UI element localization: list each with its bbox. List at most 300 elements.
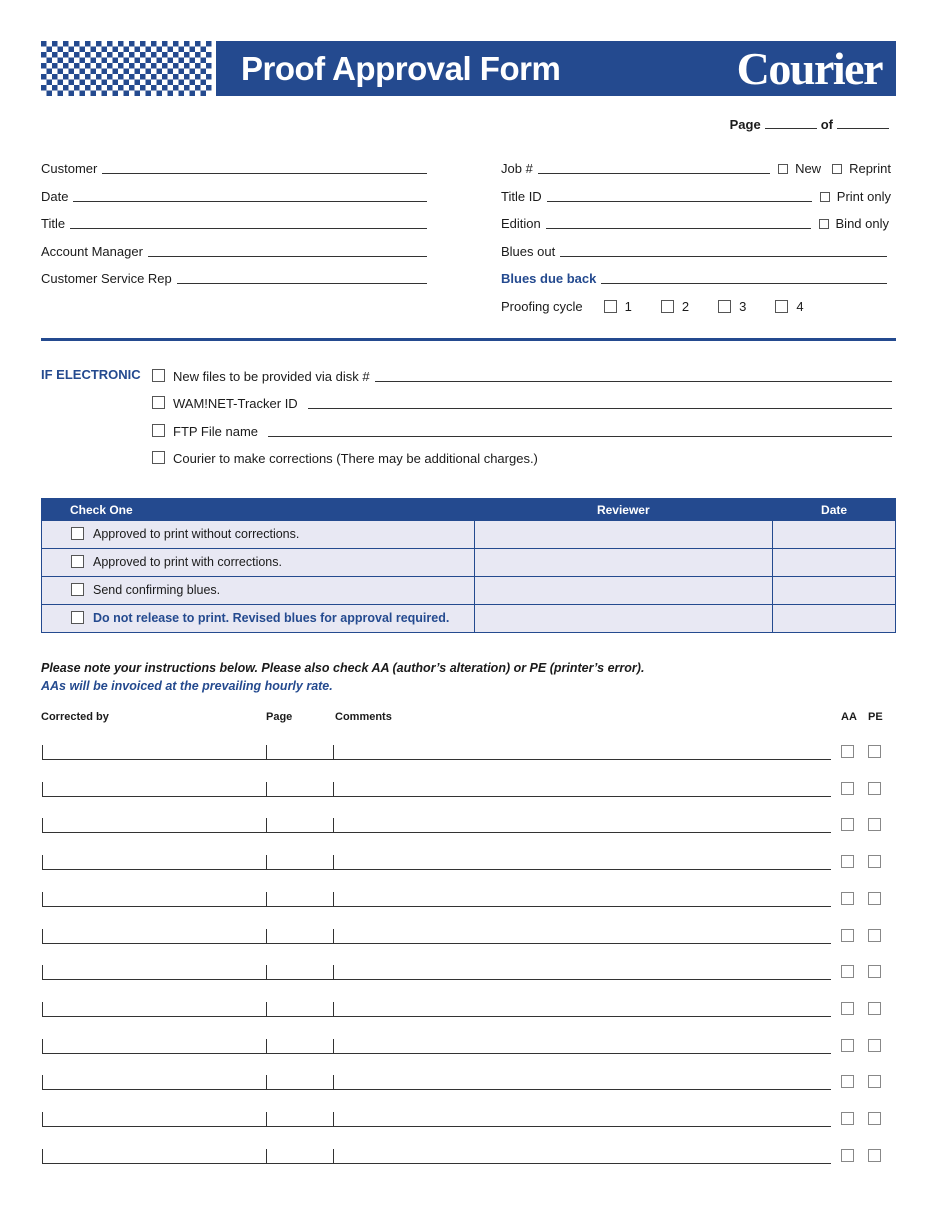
correction-row (41, 999, 891, 1017)
send-blues-checkbox[interactable] (71, 583, 84, 596)
pattern-cell (157, 47, 163, 53)
pattern-cell (140, 91, 146, 97)
cycle-1-checkbox[interactable] (604, 300, 617, 313)
pattern-cell (146, 69, 152, 75)
print-only-label: Print only (836, 189, 891, 204)
pattern-cell (47, 69, 53, 75)
cycle-4-checkbox[interactable] (775, 300, 788, 313)
pattern-cell (91, 52, 97, 58)
pattern-cell (47, 85, 53, 91)
pe-checkbox[interactable] (868, 745, 881, 758)
pe-checkbox[interactable] (868, 855, 881, 868)
pattern-cell (85, 80, 91, 86)
customer-service-rep-label: Customer Service Rep (41, 271, 172, 286)
aa-checkbox[interactable] (841, 818, 854, 831)
bind-only-checkbox[interactable] (819, 219, 829, 229)
pattern-cell (41, 52, 47, 58)
account-manager-label: Account Manager (41, 244, 143, 259)
page-line[interactable] (266, 929, 333, 944)
ftp-field[interactable] (152, 421, 892, 439)
print-only-option[interactable] (820, 189, 891, 204)
pe-checkbox[interactable] (868, 892, 881, 905)
aa-checkbox[interactable] (841, 892, 854, 905)
pattern-cell (162, 52, 168, 58)
comments-line[interactable] (333, 965, 831, 980)
pattern-cell (80, 69, 86, 75)
pattern-cell (102, 69, 108, 75)
pattern-cell (201, 85, 207, 91)
pattern-cell (85, 85, 91, 91)
wamnet-label: WAM!NET-Tracker ID (173, 396, 298, 411)
approval-option[interactable] (42, 521, 475, 549)
reprint-checkbox[interactable] (832, 164, 842, 174)
approval-table (41, 498, 896, 633)
approval-option[interactable] (42, 549, 475, 577)
pattern-cell (107, 63, 113, 69)
pattern-cell (140, 63, 146, 69)
correction-row (41, 815, 891, 833)
customer-service-rep-field[interactable] (41, 268, 427, 286)
wamnet-field[interactable] (152, 393, 892, 411)
pattern-cell (157, 41, 163, 47)
wamnet-checkbox[interactable] (152, 396, 165, 409)
pattern-cell (190, 52, 196, 58)
ftp-checkbox[interactable] (152, 424, 165, 437)
pattern-cell (52, 85, 58, 91)
pattern-cell (74, 63, 80, 69)
pattern-cell (69, 58, 75, 64)
blues-due-back-line[interactable] (601, 282, 887, 284)
pattern-cell (63, 41, 69, 47)
pattern-cell (179, 69, 185, 75)
disk-checkbox[interactable] (152, 369, 165, 382)
comments-line[interactable] (333, 1112, 831, 1127)
if-electronic-heading: IF ELECTRONIC (41, 367, 141, 382)
page-number-field[interactable] (765, 117, 817, 129)
customer-line[interactable] (102, 172, 427, 174)
pattern-cell (113, 63, 119, 69)
pattern-cell (179, 74, 185, 80)
reviewer-cell[interactable] (474, 549, 773, 577)
pattern-cell (146, 63, 152, 69)
page-line[interactable] (266, 782, 333, 797)
pattern-cell (168, 91, 174, 97)
pattern-cell (74, 74, 80, 80)
pattern-cell (85, 52, 91, 58)
pattern-cell (102, 47, 108, 53)
pattern-cell (129, 63, 135, 69)
pattern-cell (184, 69, 190, 75)
pattern-cell (47, 80, 53, 86)
pe-checkbox[interactable] (868, 1149, 881, 1162)
disk-line[interactable] (375, 380, 892, 382)
pattern-cell (190, 47, 196, 53)
pattern-cell (69, 85, 75, 91)
do-not-release-checkbox[interactable] (71, 611, 84, 624)
pe-checkbox[interactable] (868, 1112, 881, 1125)
cycle-option-2[interactable] (661, 299, 689, 314)
pattern-cell (157, 63, 163, 69)
page-line[interactable] (266, 1039, 333, 1054)
title-label: Title (41, 216, 66, 231)
pattern-cell (96, 47, 102, 53)
pattern-cell (179, 91, 185, 97)
pattern-cell (162, 74, 168, 80)
edition-field[interactable] (501, 213, 891, 231)
pattern-cell (140, 85, 146, 91)
pattern-cell (179, 80, 185, 86)
cycle-option-1[interactable] (604, 299, 632, 314)
pattern-cell (140, 74, 146, 80)
pattern-cell (129, 74, 135, 80)
proofing-cycle-label: Proofing cycle (501, 299, 583, 314)
pattern-cell (190, 41, 196, 47)
form-header (41, 41, 896, 96)
pattern-cell (190, 91, 196, 97)
pattern-cell (96, 80, 102, 86)
courier-corrections-checkbox[interactable] (152, 451, 165, 464)
reviewer-cell[interactable] (474, 521, 773, 549)
page-line[interactable] (266, 965, 333, 980)
pattern-cell (96, 41, 102, 47)
corrected-by-line[interactable] (42, 1039, 266, 1054)
correction-row (41, 1036, 891, 1054)
account-manager-line[interactable] (148, 255, 427, 257)
correction-row (41, 962, 891, 980)
pattern-cell (63, 52, 69, 58)
pattern-cell (162, 91, 168, 97)
disk-label: New files to be provided via disk # (173, 369, 370, 384)
aa-checkbox[interactable] (841, 1112, 854, 1125)
pe-checkbox[interactable] (868, 965, 881, 978)
page-line[interactable] (266, 818, 333, 833)
pe-checkbox[interactable] (868, 1075, 881, 1088)
pattern-cell (146, 80, 152, 86)
comments-line[interactable] (333, 818, 831, 833)
date-cell[interactable] (773, 521, 896, 549)
pattern-cell (85, 74, 91, 80)
aa-checkbox[interactable] (841, 929, 854, 942)
comments-line[interactable] (333, 892, 831, 907)
reprint-label: Reprint (849, 161, 891, 176)
comments-line[interactable] (333, 1002, 831, 1017)
new-option[interactable] (778, 161, 821, 176)
approve-with-corrections-checkbox[interactable] (71, 555, 84, 568)
aa-checkbox[interactable] (841, 1149, 854, 1162)
pattern-cell (151, 74, 157, 80)
pattern-cell (91, 58, 97, 64)
invoice-note: AAs will be invoiced at the prevailing hourly rate. (41, 679, 333, 693)
pattern-cell (157, 58, 163, 64)
pattern-cell (69, 47, 75, 53)
pattern-cell (52, 74, 58, 80)
pattern-cell (135, 91, 141, 97)
corrected-by-header: Corrected by (41, 711, 109, 723)
page-line[interactable] (266, 855, 333, 870)
page-line[interactable] (266, 892, 333, 907)
pattern-cell (146, 58, 152, 64)
approval-option-label: Approved to print without corrections. (93, 527, 300, 542)
pattern-cell (173, 63, 179, 69)
pattern-cell (47, 91, 53, 97)
pattern-cell (151, 85, 157, 91)
comments-header: Comments (335, 711, 392, 723)
aa-checkbox[interactable] (841, 1039, 854, 1052)
customer-service-rep-line[interactable] (177, 282, 427, 284)
correction-row (41, 852, 891, 870)
aa-checkbox[interactable] (841, 745, 854, 758)
title-line[interactable] (70, 227, 427, 229)
pattern-cell (168, 69, 174, 75)
edition-line[interactable] (546, 227, 811, 229)
pattern-cell (91, 69, 97, 75)
corrected-by-line[interactable] (42, 818, 266, 833)
pattern-cell (184, 80, 190, 86)
pattern-cell (91, 91, 97, 97)
brand-logo: Courier (736, 43, 882, 94)
pattern-cell (47, 47, 53, 53)
approval-option-label: Approved to print with corrections. (93, 555, 282, 570)
pe-checkbox[interactable] (868, 1002, 881, 1015)
corrected-by-line[interactable] (42, 745, 266, 760)
date-header: Date (773, 499, 896, 521)
pattern-cell (190, 58, 196, 64)
aa-checkbox[interactable] (841, 1002, 854, 1015)
approve-no-corrections-checkbox[interactable] (71, 527, 84, 540)
pattern-cell (58, 91, 64, 97)
print-only-checkbox[interactable] (820, 192, 830, 202)
proofing-cycle-field (501, 296, 821, 314)
aa-checkbox[interactable] (841, 965, 854, 978)
pattern-cell (69, 80, 75, 86)
customer-label: Customer (41, 161, 98, 176)
pattern-cell (118, 69, 124, 75)
page-header: Page (266, 711, 293, 723)
pattern-cell (140, 47, 146, 53)
reprint-option[interactable] (832, 161, 891, 176)
pattern-cell (52, 52, 58, 58)
comments-line[interactable] (333, 782, 831, 797)
page-label: Page (729, 117, 761, 132)
corrected-by-line[interactable] (42, 1075, 266, 1090)
pattern-cell (41, 41, 47, 47)
pe-checkbox[interactable] (868, 782, 881, 795)
wamnet-line[interactable] (308, 407, 892, 409)
pattern-cell (151, 52, 157, 58)
pattern-cell (151, 41, 157, 47)
pattern-cell (129, 52, 135, 58)
pattern-cell (146, 85, 152, 91)
pattern-cell (173, 74, 179, 80)
aa-checkbox[interactable] (841, 855, 854, 868)
pattern-cell (74, 85, 80, 91)
pe-header: PE (868, 711, 883, 723)
page-line[interactable] (266, 1149, 333, 1164)
pattern-cell (184, 91, 190, 97)
ftp-line[interactable] (268, 435, 892, 437)
comments-line[interactable] (333, 1075, 831, 1090)
page-total-field[interactable] (837, 117, 889, 129)
approval-option[interactable] (42, 605, 475, 633)
account-manager-field[interactable] (41, 241, 427, 259)
of-label: of (820, 117, 833, 132)
title-id-line[interactable] (547, 200, 812, 202)
corrected-by-line[interactable] (42, 1149, 266, 1164)
cycle-option-4[interactable] (775, 299, 803, 314)
pattern-cell (201, 80, 207, 86)
approval-option[interactable] (42, 577, 475, 605)
pattern-cell (124, 91, 130, 97)
pattern-cell (118, 63, 124, 69)
cycle-option-3[interactable] (718, 299, 746, 314)
pattern-cell (201, 47, 207, 53)
correction-row (41, 926, 891, 944)
title-id-field[interactable] (501, 186, 891, 204)
pattern-cell (58, 74, 64, 80)
pattern-cell (140, 58, 146, 64)
pattern-cell (69, 91, 75, 97)
page-line[interactable] (266, 1075, 333, 1090)
blues-out-field[interactable] (501, 241, 887, 259)
page-line[interactable] (266, 1002, 333, 1017)
pattern-cell (206, 91, 212, 97)
page-line[interactable] (266, 1112, 333, 1127)
pattern-cell (107, 80, 113, 86)
pattern-cell (173, 47, 179, 53)
pattern-cell (124, 85, 130, 91)
pattern-cell (124, 74, 130, 80)
pattern-cell (63, 74, 69, 80)
aa-checkbox[interactable] (841, 1075, 854, 1088)
pattern-cell (184, 52, 190, 58)
pattern-cell (124, 69, 130, 75)
courier-corrections-label: Courier to make corrections (There may be additional charges.) (173, 451, 538, 466)
pattern-cell (195, 41, 201, 47)
pattern-cell (113, 85, 119, 91)
pattern-cell (184, 63, 190, 69)
pattern-cell (113, 58, 119, 64)
new-label: New (795, 161, 822, 176)
pattern-cell (135, 58, 141, 64)
cycle-3-label: 3 (739, 299, 747, 314)
date-field[interactable] (41, 186, 427, 204)
corrected-by-line[interactable] (42, 782, 266, 797)
courier-corrections-field[interactable] (152, 448, 892, 466)
date-cell[interactable] (773, 549, 896, 577)
correction-row (41, 1072, 891, 1090)
comments-line[interactable] (333, 929, 831, 944)
pattern-cell (118, 80, 124, 86)
pattern-cell (102, 80, 108, 86)
pattern-cell (113, 80, 119, 86)
job-number-line[interactable] (538, 172, 770, 174)
comments-line[interactable] (333, 1149, 831, 1164)
pattern-cell (69, 41, 75, 47)
pattern-cell (80, 91, 86, 97)
pe-checkbox[interactable] (868, 929, 881, 942)
pattern-cell (124, 52, 130, 58)
section-divider (41, 338, 896, 341)
pattern-cell (118, 74, 124, 80)
pattern-cell (80, 47, 86, 53)
pattern-cell (190, 80, 196, 86)
page-line[interactable] (266, 745, 333, 760)
blues-due-back-label: Blues due back (501, 271, 597, 286)
reviewer-cell[interactable] (474, 577, 773, 605)
bind-only-option[interactable] (819, 216, 889, 231)
comments-line[interactable] (333, 1039, 831, 1054)
comments-line[interactable] (333, 745, 831, 760)
blues-out-label: Blues out (501, 244, 556, 259)
disk-field[interactable] (152, 366, 892, 384)
comments-line[interactable] (333, 855, 831, 870)
corrected-by-line[interactable] (42, 892, 266, 907)
blues-out-line[interactable] (560, 255, 887, 257)
pattern-cell (58, 52, 64, 58)
pattern-cell (162, 85, 168, 91)
pattern-cell (179, 58, 185, 64)
corrected-by-line[interactable] (42, 929, 266, 944)
blues-due-back-field[interactable] (501, 268, 887, 286)
corrected-by-line[interactable] (42, 1112, 266, 1127)
pattern-cell (157, 80, 163, 86)
pattern-cell (85, 69, 91, 75)
pattern-cell (91, 80, 97, 86)
title-field[interactable] (41, 213, 427, 231)
table-row (42, 605, 896, 633)
pattern-cell (135, 69, 141, 75)
reviewer-cell[interactable] (474, 605, 773, 633)
pattern-cell (74, 41, 80, 47)
pattern-cell (168, 85, 174, 91)
job-number-field[interactable] (501, 158, 891, 176)
corrected-by-line[interactable] (42, 965, 266, 980)
date-cell[interactable] (773, 577, 896, 605)
correction-row (41, 889, 891, 907)
pattern-cell (129, 41, 135, 47)
pattern-cell (195, 63, 201, 69)
date-line[interactable] (73, 200, 427, 202)
title-id-label: Title ID (501, 189, 542, 204)
pattern-cell (58, 80, 64, 86)
pe-checkbox[interactable] (868, 818, 881, 831)
pattern-cell (140, 52, 146, 58)
pattern-cell (179, 47, 185, 53)
cycle-3-checkbox[interactable] (718, 300, 731, 313)
corrected-by-line[interactable] (42, 1002, 266, 1017)
job-number-label: Job # (501, 161, 533, 176)
pattern-cell (124, 47, 130, 53)
cycle-2-checkbox[interactable] (661, 300, 674, 313)
pattern-cell (195, 69, 201, 75)
pattern-cell (157, 91, 163, 97)
pattern-cell (206, 58, 212, 64)
pattern-cell (129, 85, 135, 91)
checker-pattern-logo (41, 41, 216, 96)
pattern-cell (135, 80, 141, 86)
aa-checkbox[interactable] (841, 782, 854, 795)
pe-checkbox[interactable] (868, 1039, 881, 1052)
pattern-cell (85, 41, 91, 47)
pattern-cell (168, 80, 174, 86)
pattern-cell (107, 74, 113, 80)
date-label: Date (41, 189, 69, 204)
corrected-by-line[interactable] (42, 855, 266, 870)
approval-option-label: Do not release to print. Revised blues for approval required. (93, 611, 450, 626)
date-cell[interactable] (773, 605, 896, 633)
new-checkbox[interactable] (778, 164, 788, 174)
customer-field[interactable] (41, 158, 427, 176)
